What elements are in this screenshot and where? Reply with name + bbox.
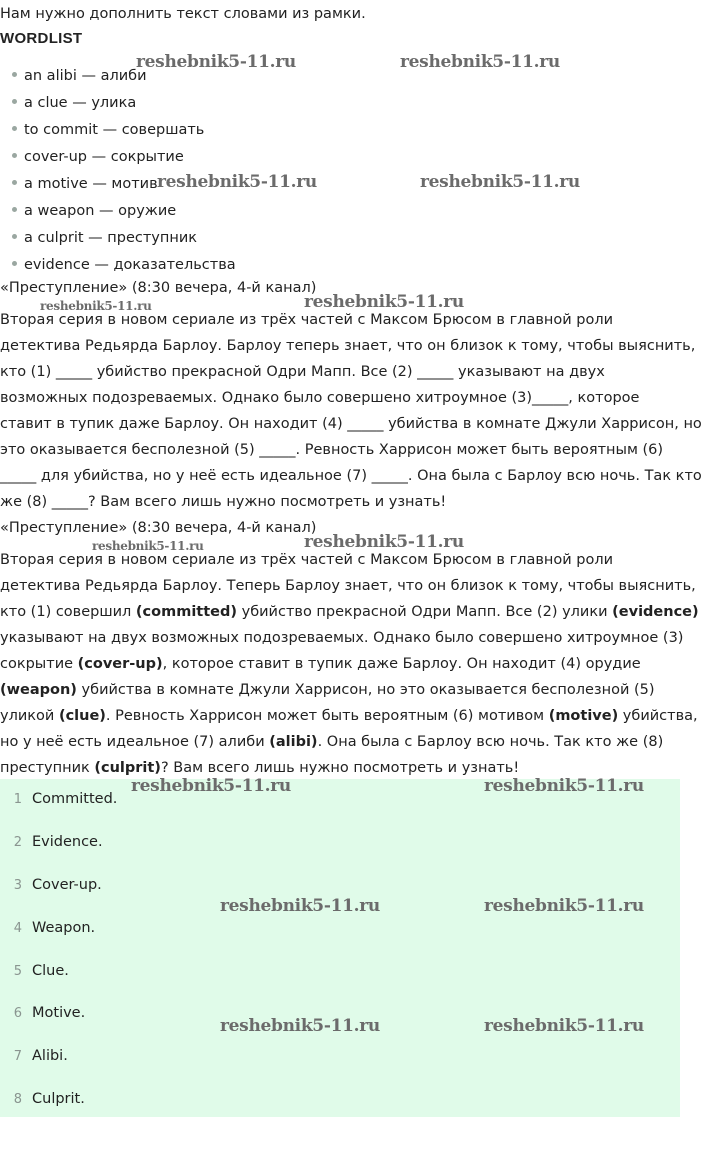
wordlist-item: a culprit — преступник — [12, 228, 197, 248]
watermark: reshebnik5-11.ru — [220, 1016, 380, 1036]
solution-line: уликой (clue). Ревность Харрисон может быть вероятным (6) мотивом (motive) убийства, — [0, 708, 698, 724]
task-line: же (8) _____? Вам всего лишь нужно посмотреть и узнать! — [0, 494, 447, 510]
bullet-icon — [12, 72, 17, 77]
intro-text: Нам нужно дополнить текст словами из рамки. — [0, 6, 366, 22]
wordlist-item: cover-up — сокрытие — [12, 147, 184, 167]
answer-item: 7 Alibi. — [13, 1048, 68, 1064]
bullet-icon — [12, 261, 17, 266]
answer-word: (clue) — [58, 708, 106, 724]
task-line: детектива Редьярда Барлоу. Барлоу теперь знает, что он близок к тому, чтобы выяснить, — [0, 338, 696, 354]
answer-list — [0, 779, 680, 1117]
solution-heading: «Преступление» (8:30 вечера, 4-й канал) — [0, 520, 317, 536]
task-line: _____ для убийства, но у неё есть идеальное (7) _____. Она была с Барлоу всю ночь. Так кто — [0, 468, 702, 484]
bullet-icon — [12, 99, 17, 104]
watermark: reshebnik5-11.ru — [420, 172, 580, 192]
answer-item: 5 Clue. — [13, 963, 69, 979]
answer-word: (evidence) — [612, 604, 699, 620]
answer-item: 6 Motive. — [13, 1005, 86, 1021]
watermark: reshebnik5-11.ru — [484, 776, 644, 796]
watermark: reshebnik5-11.ru — [484, 1016, 644, 1036]
watermark: reshebnik5-11.ru — [304, 292, 464, 312]
solution-line: преступник (culprit)? Вам всего лишь нужно посмотреть и узнать! — [0, 760, 520, 776]
watermark: reshebnik5-11.ru — [131, 776, 291, 796]
task-line: ставит в тупик даже Барлоу. Он находит (4) _____ убийства в комнате Джули Харрисон, но — [0, 416, 702, 432]
answer-word: (alibi) — [269, 734, 318, 750]
solution-line: сокрытие (cover-up), которое ставит в тупик даже Барлоу. Он находит (4) орудие — [0, 656, 641, 672]
watermark: reshebnik5-11.ru — [484, 896, 644, 916]
task-paragraph — [0, 307, 702, 515]
answer-word: (culprit) — [94, 760, 161, 776]
wordlist-item: an alibi — алиби — [12, 66, 147, 86]
watermark: reshebnik5-11.ru — [157, 172, 317, 192]
bullet-icon — [12, 153, 17, 158]
task-heading: «Преступление» (8:30 вечера, 4-й канал) — [0, 280, 317, 296]
answer-item: 3 Cover-up. — [13, 877, 102, 893]
solution-line: детектива Редьярда Барлоу. Теперь Барлоу знает, что он близок к тому, чтобы выяснить, — [0, 578, 696, 594]
solution-line: но у неё есть идеальное (7) алиби (alibi). Она была с Барлоу всю ночь. Так кто же (8) — [0, 734, 664, 750]
solution-paragraph — [0, 547, 699, 781]
watermark: reshebnik5-11.ru — [40, 299, 152, 313]
answer-item: 8 Culprit. — [13, 1091, 85, 1107]
wordlist-item: evidence — доказательства — [12, 255, 236, 275]
solution-line: кто (1) совершил (committed) убийство прекрасной Одри Мапп. Все (2) улики (evidence) — [0, 604, 699, 620]
answer-item: 4 Weapon. — [13, 920, 96, 936]
answer-word: (weapon) — [0, 682, 77, 698]
answer-item: 1 Committed. — [13, 791, 118, 807]
bullet-icon — [12, 207, 17, 212]
wordlist-title: WORDLIST — [0, 30, 83, 47]
bullet-icon — [12, 126, 17, 131]
solution-line: (weapon) убийства в комнате Джули Харрисон, но это оказывается бесполезной (5) — [0, 682, 655, 698]
bullet-icon — [12, 180, 17, 185]
watermark: reshebnik5-11.ru — [136, 52, 296, 72]
answer-item: 2 Evidence. — [13, 834, 103, 850]
answer-word: (committed) — [135, 604, 237, 620]
watermark: reshebnik5-11.ru — [220, 896, 380, 916]
solution-line: указывают на двух возможных подозреваемых. Однако было совершено хитроумное (3) — [0, 630, 684, 646]
watermark: reshebnik5-11.ru — [304, 532, 464, 552]
answer-word: (motive) — [548, 708, 619, 724]
wordlist-item: a weapon — оружие — [12, 201, 176, 221]
wordlist-item: to commit — совершать — [12, 120, 204, 140]
answer-word: (cover-up) — [77, 656, 163, 672]
bullet-icon — [12, 234, 17, 239]
watermark: reshebnik5-11.ru — [92, 539, 204, 553]
wordlist-item: a motive — мотив — [12, 174, 158, 194]
watermark: reshebnik5-11.ru — [400, 52, 560, 72]
task-line: возможных подозреваемых. Однако было совершено хитроумное (3)_____, которое — [0, 390, 640, 406]
task-line: Вторая серия в новом сериале из трёх частей с Максом Брюсом в главной роли — [0, 312, 614, 328]
solution-line: Вторая серия в новом сериале из трёх частей с Максом Брюсом в главной роли — [0, 552, 614, 568]
task-line: кто (1) _____ убийство прекрасной Одри Мапп. Все (2) _____ указывают на двух — [0, 364, 605, 380]
task-line: это оказывается бесполезной (5) _____. Ревность Харрисон может быть вероятным (6) — [0, 442, 664, 458]
wordlist-item: a clue — улика — [12, 93, 136, 113]
